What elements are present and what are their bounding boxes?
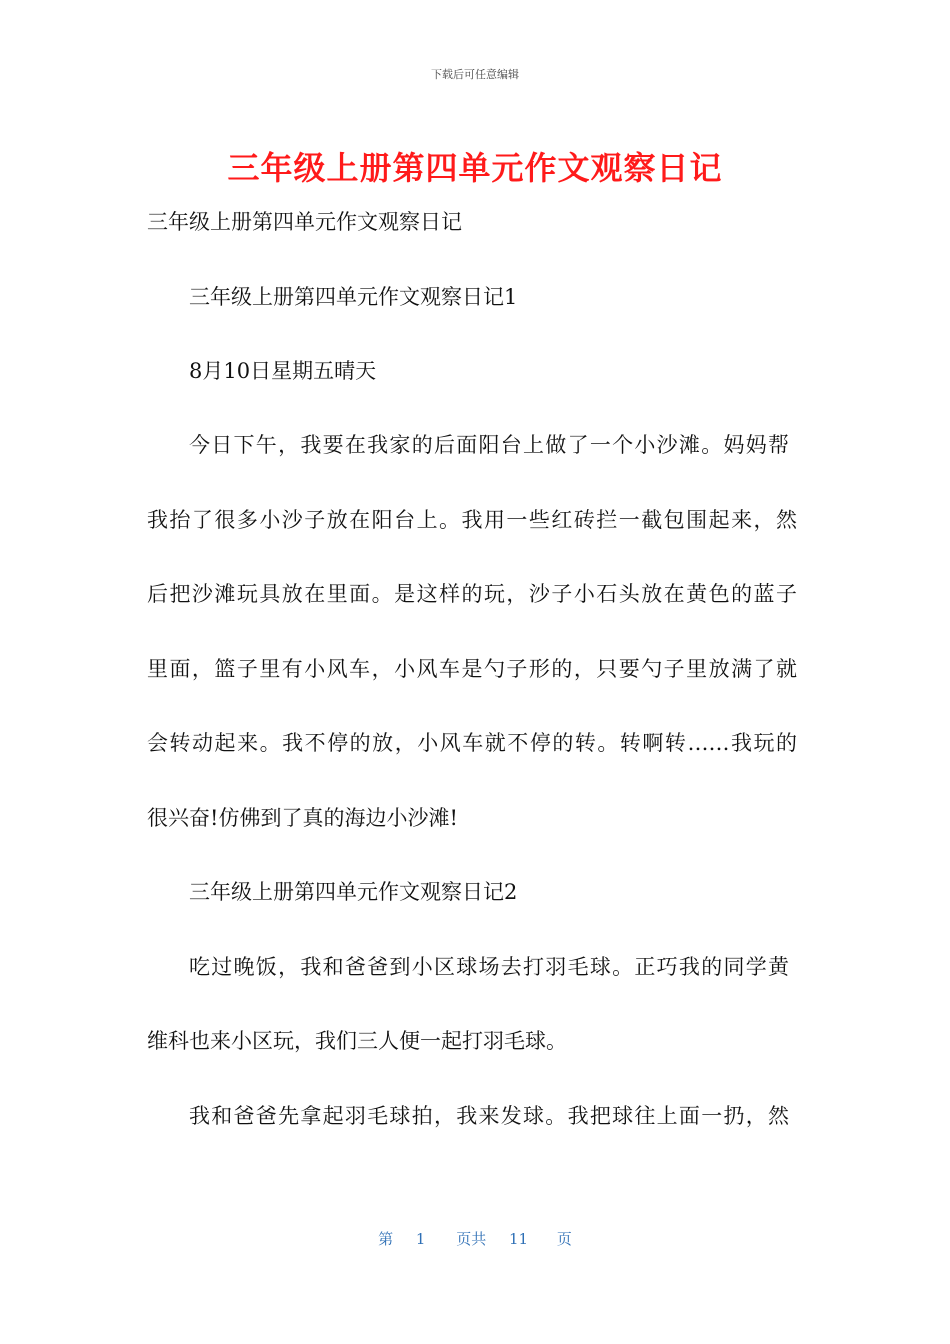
paragraph-line: 我和爸爸先拿起羽毛球拍，我来发球。我把球往上面一扔，然 (189, 1104, 789, 1128)
footer-page-number: 1 (415, 1230, 426, 1248)
document-title: 三年级上册第四单元作文观察日记 (227, 149, 723, 187)
paragraph-line: 维科也来小区玩，我们三人便一起打羽毛球。 (147, 1029, 567, 1053)
footer-page-suffix: 页 (556, 1230, 572, 1248)
section-heading: 三年级上册第四单元作文观察日记1 (189, 285, 518, 309)
section-heading: 三年级上册第四单元作文观察日记2 (189, 880, 518, 904)
page-header-note: 下载后可任意编辑 (431, 68, 519, 81)
paragraph-line: 今日下午，我要在我家的后面阳台上做了一个小沙滩。妈妈帮 (189, 433, 789, 457)
paragraph-line: 很兴奋!仿佛到了真的海边小沙滩! (147, 806, 458, 830)
paragraph-line: 里面，篮子里有小风车，小风车是勺子形的，只要勺子里放满了就 (147, 657, 797, 681)
page-footer (0, 1228, 950, 1249)
footer-page-total: 11 (509, 1230, 529, 1248)
paragraph-line: 三年级上册第四单元作文观察日记 (147, 210, 462, 234)
paragraph-line: 会转动起来。我不停的放，小风车就不停的转。转啊转……我玩的 (147, 731, 797, 755)
footer-page-mid: 页共 (456, 1230, 487, 1248)
paragraph-line: 8月10日星期五晴天 (189, 359, 377, 383)
footer-page-prefix: 第 (378, 1230, 394, 1248)
paragraph-line: 我抬了很多小沙子放在阳台上。我用一些红砖拦一截包围起来，然 (147, 508, 797, 532)
paragraph-line: 后把沙滩玩具放在里面。是这样的玩，沙子小石头放在黄色的蓝子 (147, 582, 797, 606)
paragraph-line: 吃过晚饭，我和爸爸到小区球场去打羽毛球。正巧我的同学黄 (189, 955, 789, 979)
